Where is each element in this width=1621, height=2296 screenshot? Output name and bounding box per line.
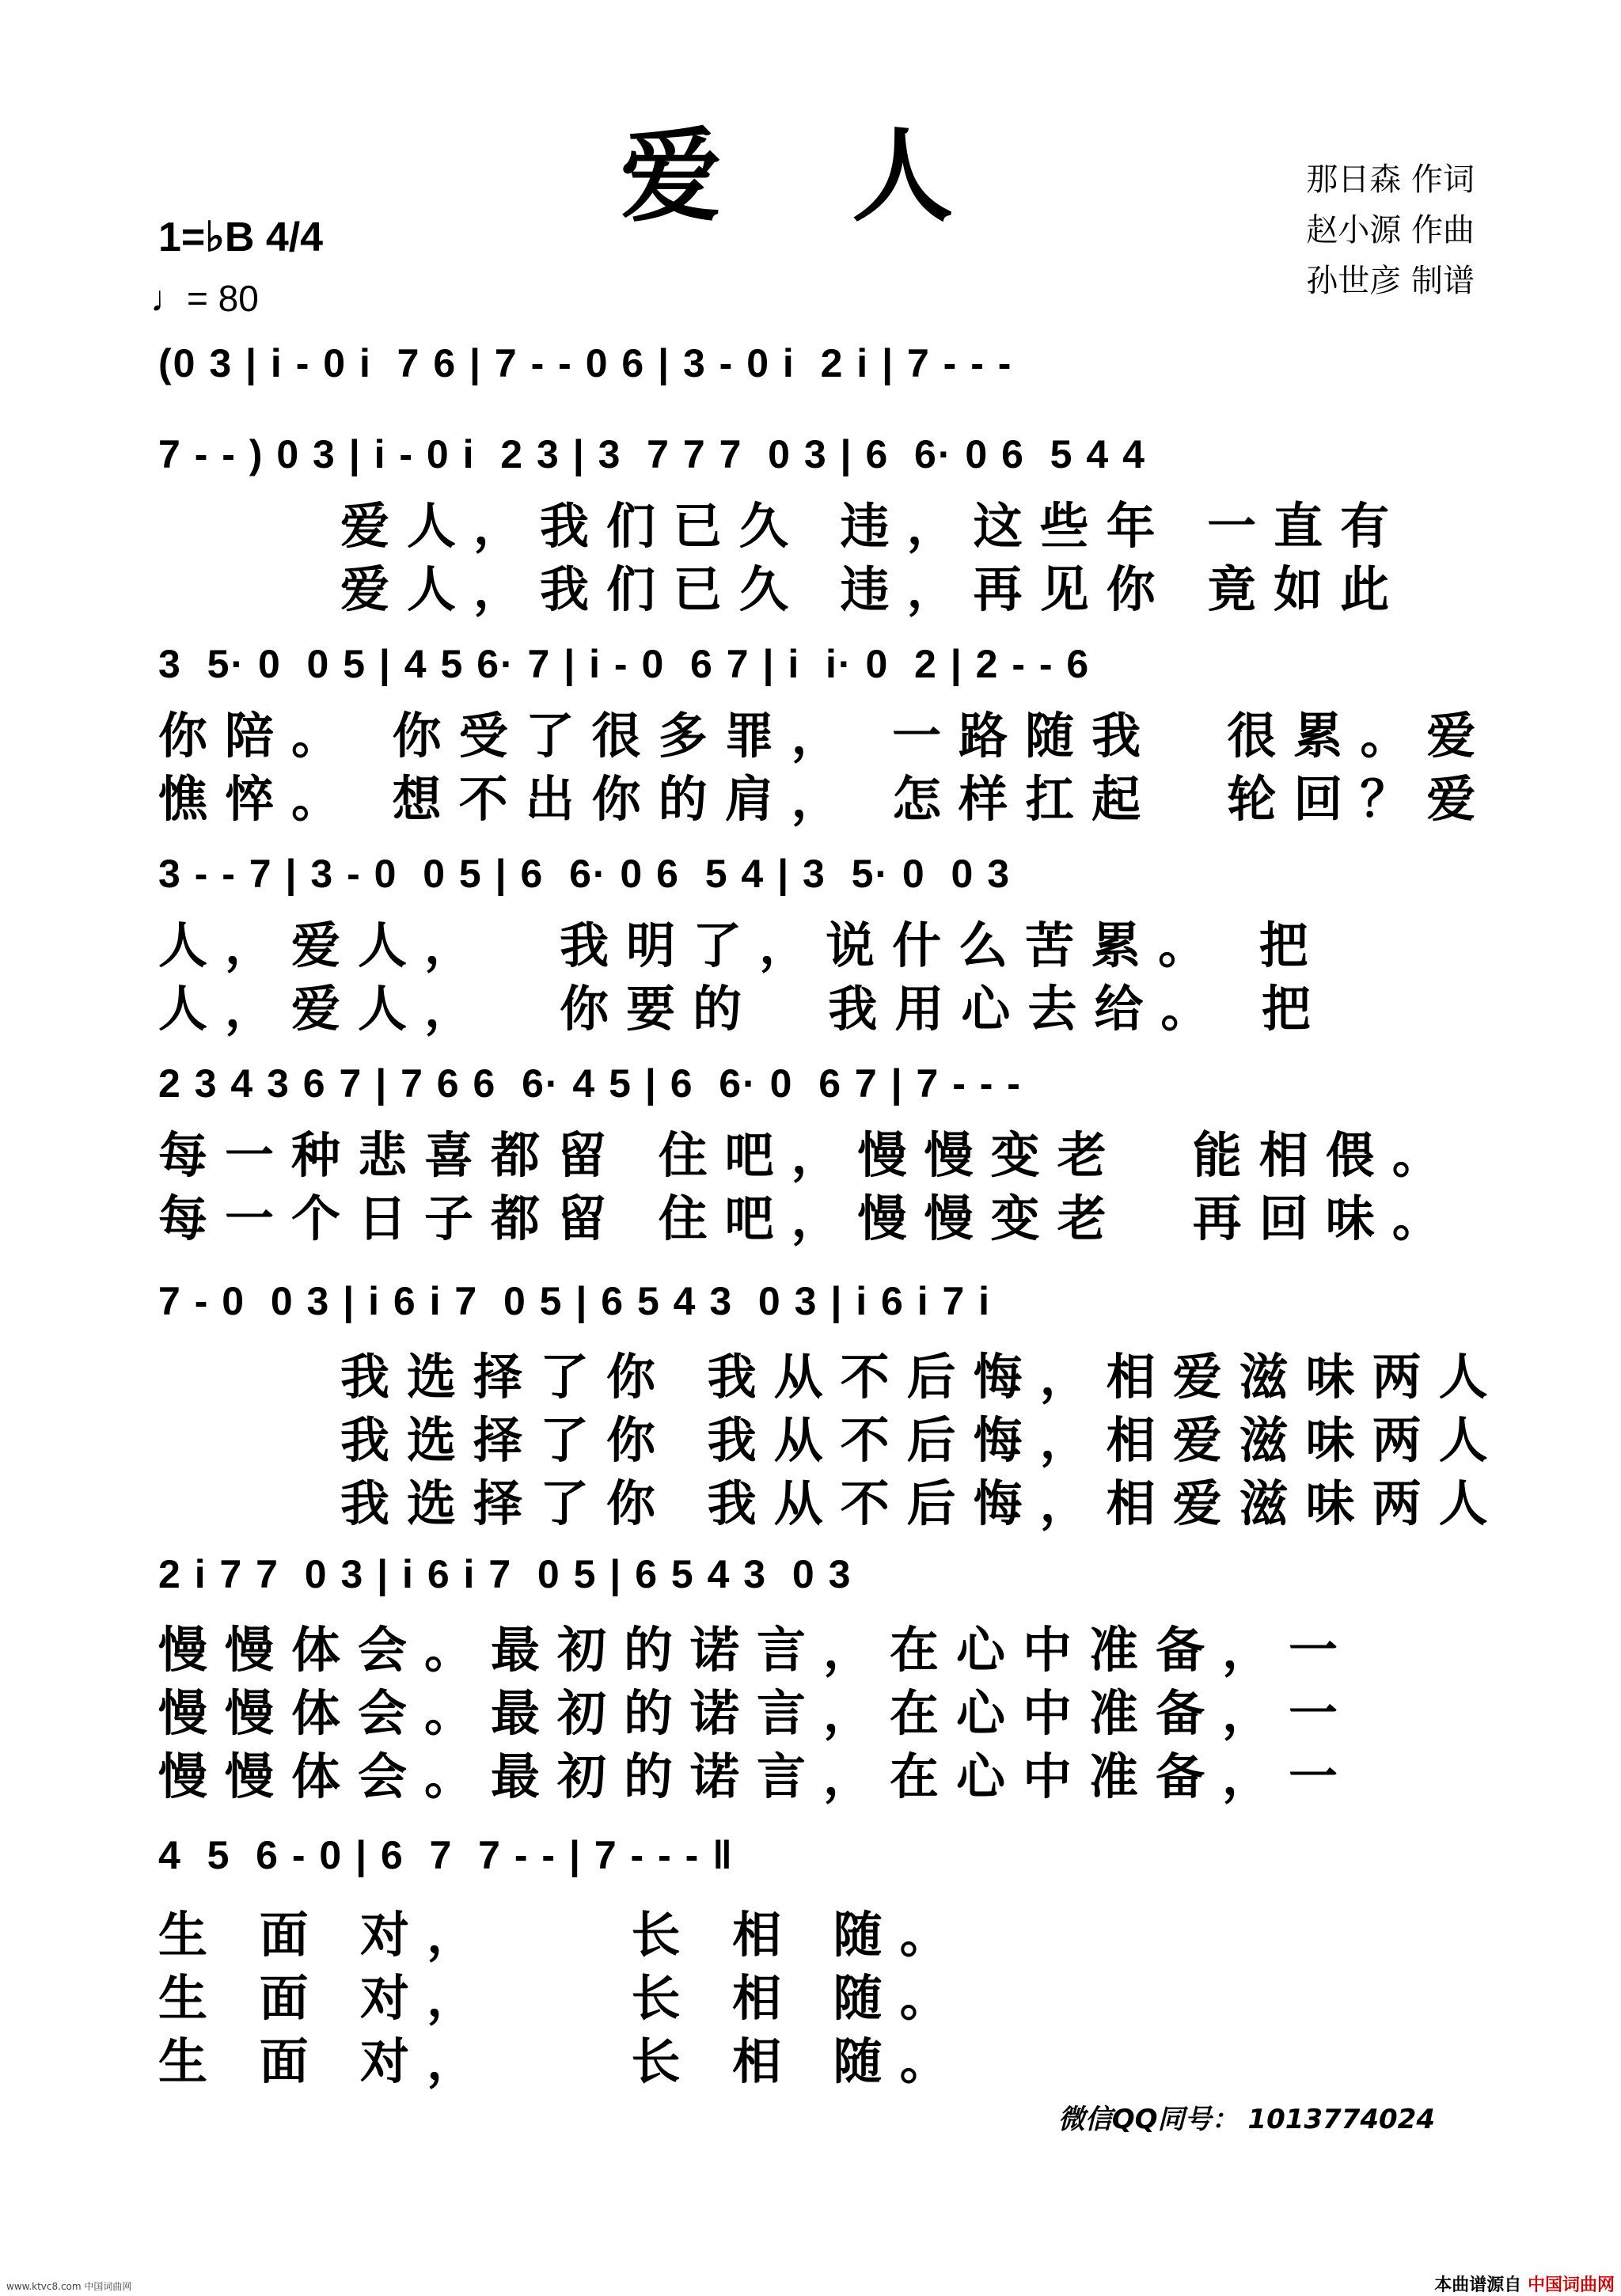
- lyric-line-5-2: 每一个日子都留 住吧，慢慢变老 再回味。: [158, 1190, 1459, 1247]
- lyric-line-7-3: 慢慢体会。最初的诺言，在心中准备，一: [158, 1748, 1356, 1805]
- lyric-line-3-2: 憔悴。 想不出你的肩， 怎样扛起 轮回？爱: [158, 770, 1494, 828]
- lyric-line-8-3: 生 面 对， 长 相 随。: [158, 2032, 966, 2090]
- lyric-line-7-1: 慢慢体会。最初的诺言，在心中准备，一: [158, 1621, 1356, 1679]
- lyric-line-2-1: 爱人，我们已久 违，这些年 一直有: [340, 497, 1407, 555]
- notation-line-4: 3 - - 7 | 3 - 0 0 5 | 6 6· 0 6 5 4 | 3 5· 0 0 3: [158, 852, 1012, 896]
- arranger-credit: 孙世彦 制谱: [1306, 263, 1475, 299]
- contact-info: 微信QQ同号： 1013774024: [1057, 2104, 1435, 2135]
- lyric-line-3-1: 你陪。 你受了很多罪， 一路随我 很累。爱: [158, 707, 1494, 765]
- footer-brand: 中国词曲网: [1527, 2275, 1615, 2295]
- lyric-line-7-2: 慢慢体会。最初的诺言，在心中准备，一: [158, 1684, 1356, 1742]
- notation-line-8: 4 5 6 - 0 | 6 7 7 - - | 7 - - - ‖: [158, 1833, 735, 1877]
- lyric-line-6-3: 我选择了你 我从不后悔，相爱滋味两人: [340, 1474, 1505, 1532]
- footer-source-text: 本曲谱源自: [1434, 2275, 1522, 2295]
- tempo-marking: ♩= 80: [150, 278, 259, 319]
- composer-credit: 赵小源 作曲: [1306, 212, 1475, 249]
- lyric-line-8-1: 生 面 对， 长 相 随。: [158, 1906, 966, 1964]
- notation-line-3: 3 5· 0 0 5 | 4 5 6· 7 | i - 0 6 7 | i i· 0 2 | 2 - - 6: [158, 642, 1091, 686]
- song-title: 爱 人: [620, 117, 1001, 236]
- notation-line-2: 7 - - ) 0 3 | i - 0 i 2 3 | 3 7 7 7 0 3 | 6 6· 0 6 5 4 4: [158, 432, 1146, 476]
- lyric-line-4-1: 人，爱人， 我明了，说什么苦累。 把: [158, 917, 1326, 974]
- lyric-line-2-2: 爱人，我们已久 违，再见你 竟如此: [340, 560, 1407, 618]
- key-signature: 1=♭B 4/4: [158, 214, 324, 260]
- credits: [1306, 154, 1475, 306]
- notation-line-7: 2 i 7 7 0 3 | i 6 i 7 0 5 | 6 5 4 3 0 3: [158, 1552, 852, 1596]
- lyricist-credit: 那日森 作词: [1306, 161, 1475, 198]
- notation-line-1: (0 3 | i - 0 i 7 6 | 7 - - 0 6 | 3 - 0 i 2 i | 7 - - -: [158, 341, 1013, 385]
- lyric-line-5-1: 每一种悲喜都留 住吧，慢慢变老 能相偎。: [158, 1126, 1459, 1184]
- lyric-line-6-2: 我选择了你 我从不后悔，相爱滋味两人: [340, 1411, 1505, 1469]
- footer-watermark-left: www.ktvc8.com 中国词曲网: [6, 2281, 132, 2292]
- notation-line-6: 7 - 0 0 3 | i 6 i 7 0 5 | 6 5 4 3 0 3 | i 6 i 7 i: [158, 1279, 992, 1323]
- lyric-line-8-2: 生 面 对， 长 相 随。: [158, 1969, 966, 2027]
- lyric-line-4-2: 人，爱人， 你要的 我用心去给。 把: [158, 980, 1328, 1038]
- lyric-line-6-1: 我选择了你 我从不后悔，相爱滋味两人: [340, 1348, 1505, 1406]
- notation-line-5: 2 3 4 3 6 7 | 7 6 6 6· 4 5 | 6 6· 0 6 7 | 7 - - -: [158, 1061, 1022, 1106]
- footer-source: [1434, 2271, 1615, 2296]
